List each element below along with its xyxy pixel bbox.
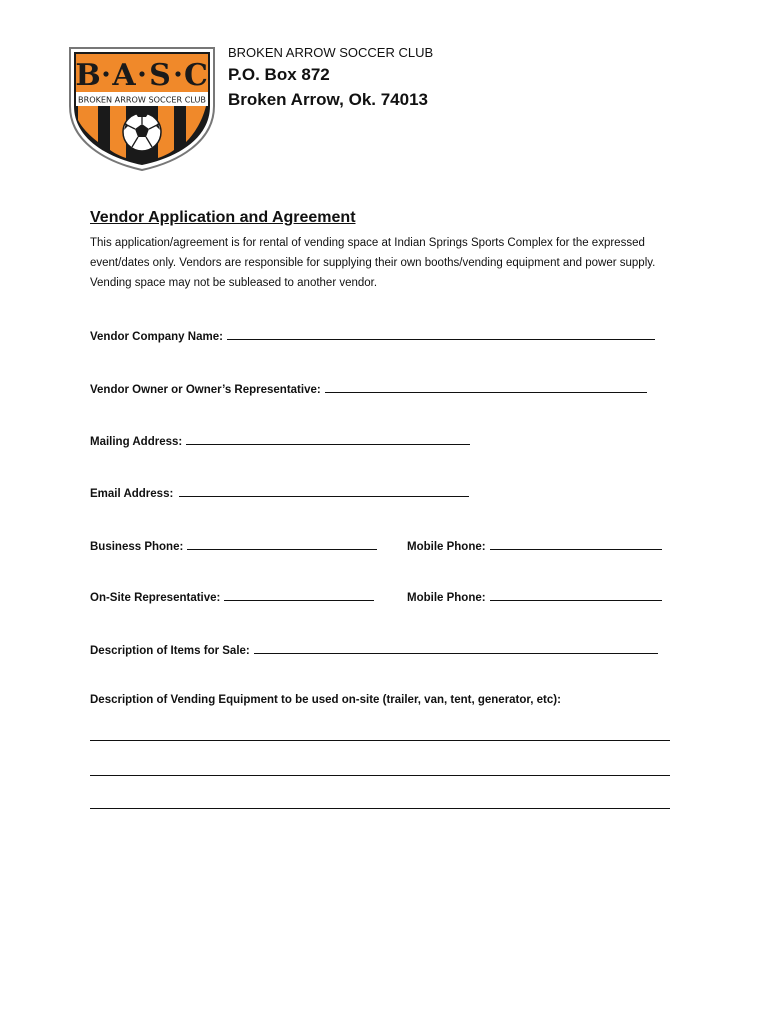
document-title: Vendor Application and Agreement [90, 209, 356, 226]
mobile-phone-label-1: Mobile Phone: [407, 541, 486, 553]
business-phone-label: Business Phone: [90, 541, 184, 553]
mobile-phone-field-1[interactable] [407, 538, 662, 553]
address-line-2: Broken Arrow, Ok. 74013 [228, 90, 428, 109]
mailing-address-line[interactable] [186, 433, 470, 445]
onsite-rep-line[interactable] [224, 589, 374, 601]
equipment-line-2[interactable] [90, 775, 670, 776]
equipment-line-1[interactable] [90, 740, 670, 741]
company-name-line[interactable] [227, 328, 655, 340]
items-for-sale-field[interactable] [90, 642, 658, 657]
address-line-1: P.O. Box 872 [228, 65, 330, 84]
items-for-sale-line[interactable] [254, 642, 658, 654]
owner-rep-label: Vendor Owner or Owner’s Representative: [90, 384, 321, 396]
club-name: BROKEN ARROW SOCCER CLUB [228, 45, 434, 60]
mailing-address-label: Mailing Address: [90, 436, 183, 448]
mobile-phone-line-2[interactable] [490, 589, 662, 601]
equipment-description-label: Description of Vending Equipment to be used on-site (trailer, van, tent, generator, etc): [90, 694, 561, 706]
business-phone-field[interactable] [90, 538, 377, 553]
basc-logo [66, 44, 218, 172]
intro-paragraph: This application/agreement is for rental of vending space at Indian Springs Sports Complex for the expressed event/dates only. Vendors are responsible for supplying their own booths/vending equipment and power supply. Vending space may not be subleased to another vendor. [90, 237, 656, 289]
items-for-sale-label: Description of Items for Sale: [90, 645, 250, 657]
equipment-line-3[interactable] [90, 808, 670, 809]
company-name-field[interactable] [90, 328, 655, 343]
onsite-rep-label: On-Site Representative: [90, 592, 221, 604]
svg-text:B: B [75, 58, 101, 93]
owner-rep-field[interactable] [90, 381, 647, 396]
mobile-phone-field-2[interactable] [407, 589, 662, 604]
mobile-phone-line-1[interactable] [490, 538, 662, 550]
owner-rep-line[interactable] [325, 381, 647, 393]
company-name-label: Vendor Company Name: [90, 331, 223, 343]
svg-text:BROKEN ARROW SOCCER CLUB: BROKEN ARROW SOCCER CLUB [78, 94, 207, 105]
email-address-label: Email Address: [90, 488, 174, 500]
svg-text:A: A [112, 58, 136, 93]
email-address-field[interactable] [90, 485, 469, 500]
svg-text:C: C [184, 58, 208, 93]
soccer-ball-icon [123, 113, 161, 151]
svg-text:S: S [149, 58, 171, 93]
email-address-line[interactable] [179, 485, 469, 497]
mobile-phone-label-2: Mobile Phone: [407, 592, 486, 604]
business-phone-line[interactable] [187, 538, 377, 550]
club-header [228, 46, 433, 116]
mailing-address-field[interactable] [90, 433, 470, 448]
onsite-rep-field[interactable] [90, 589, 374, 604]
